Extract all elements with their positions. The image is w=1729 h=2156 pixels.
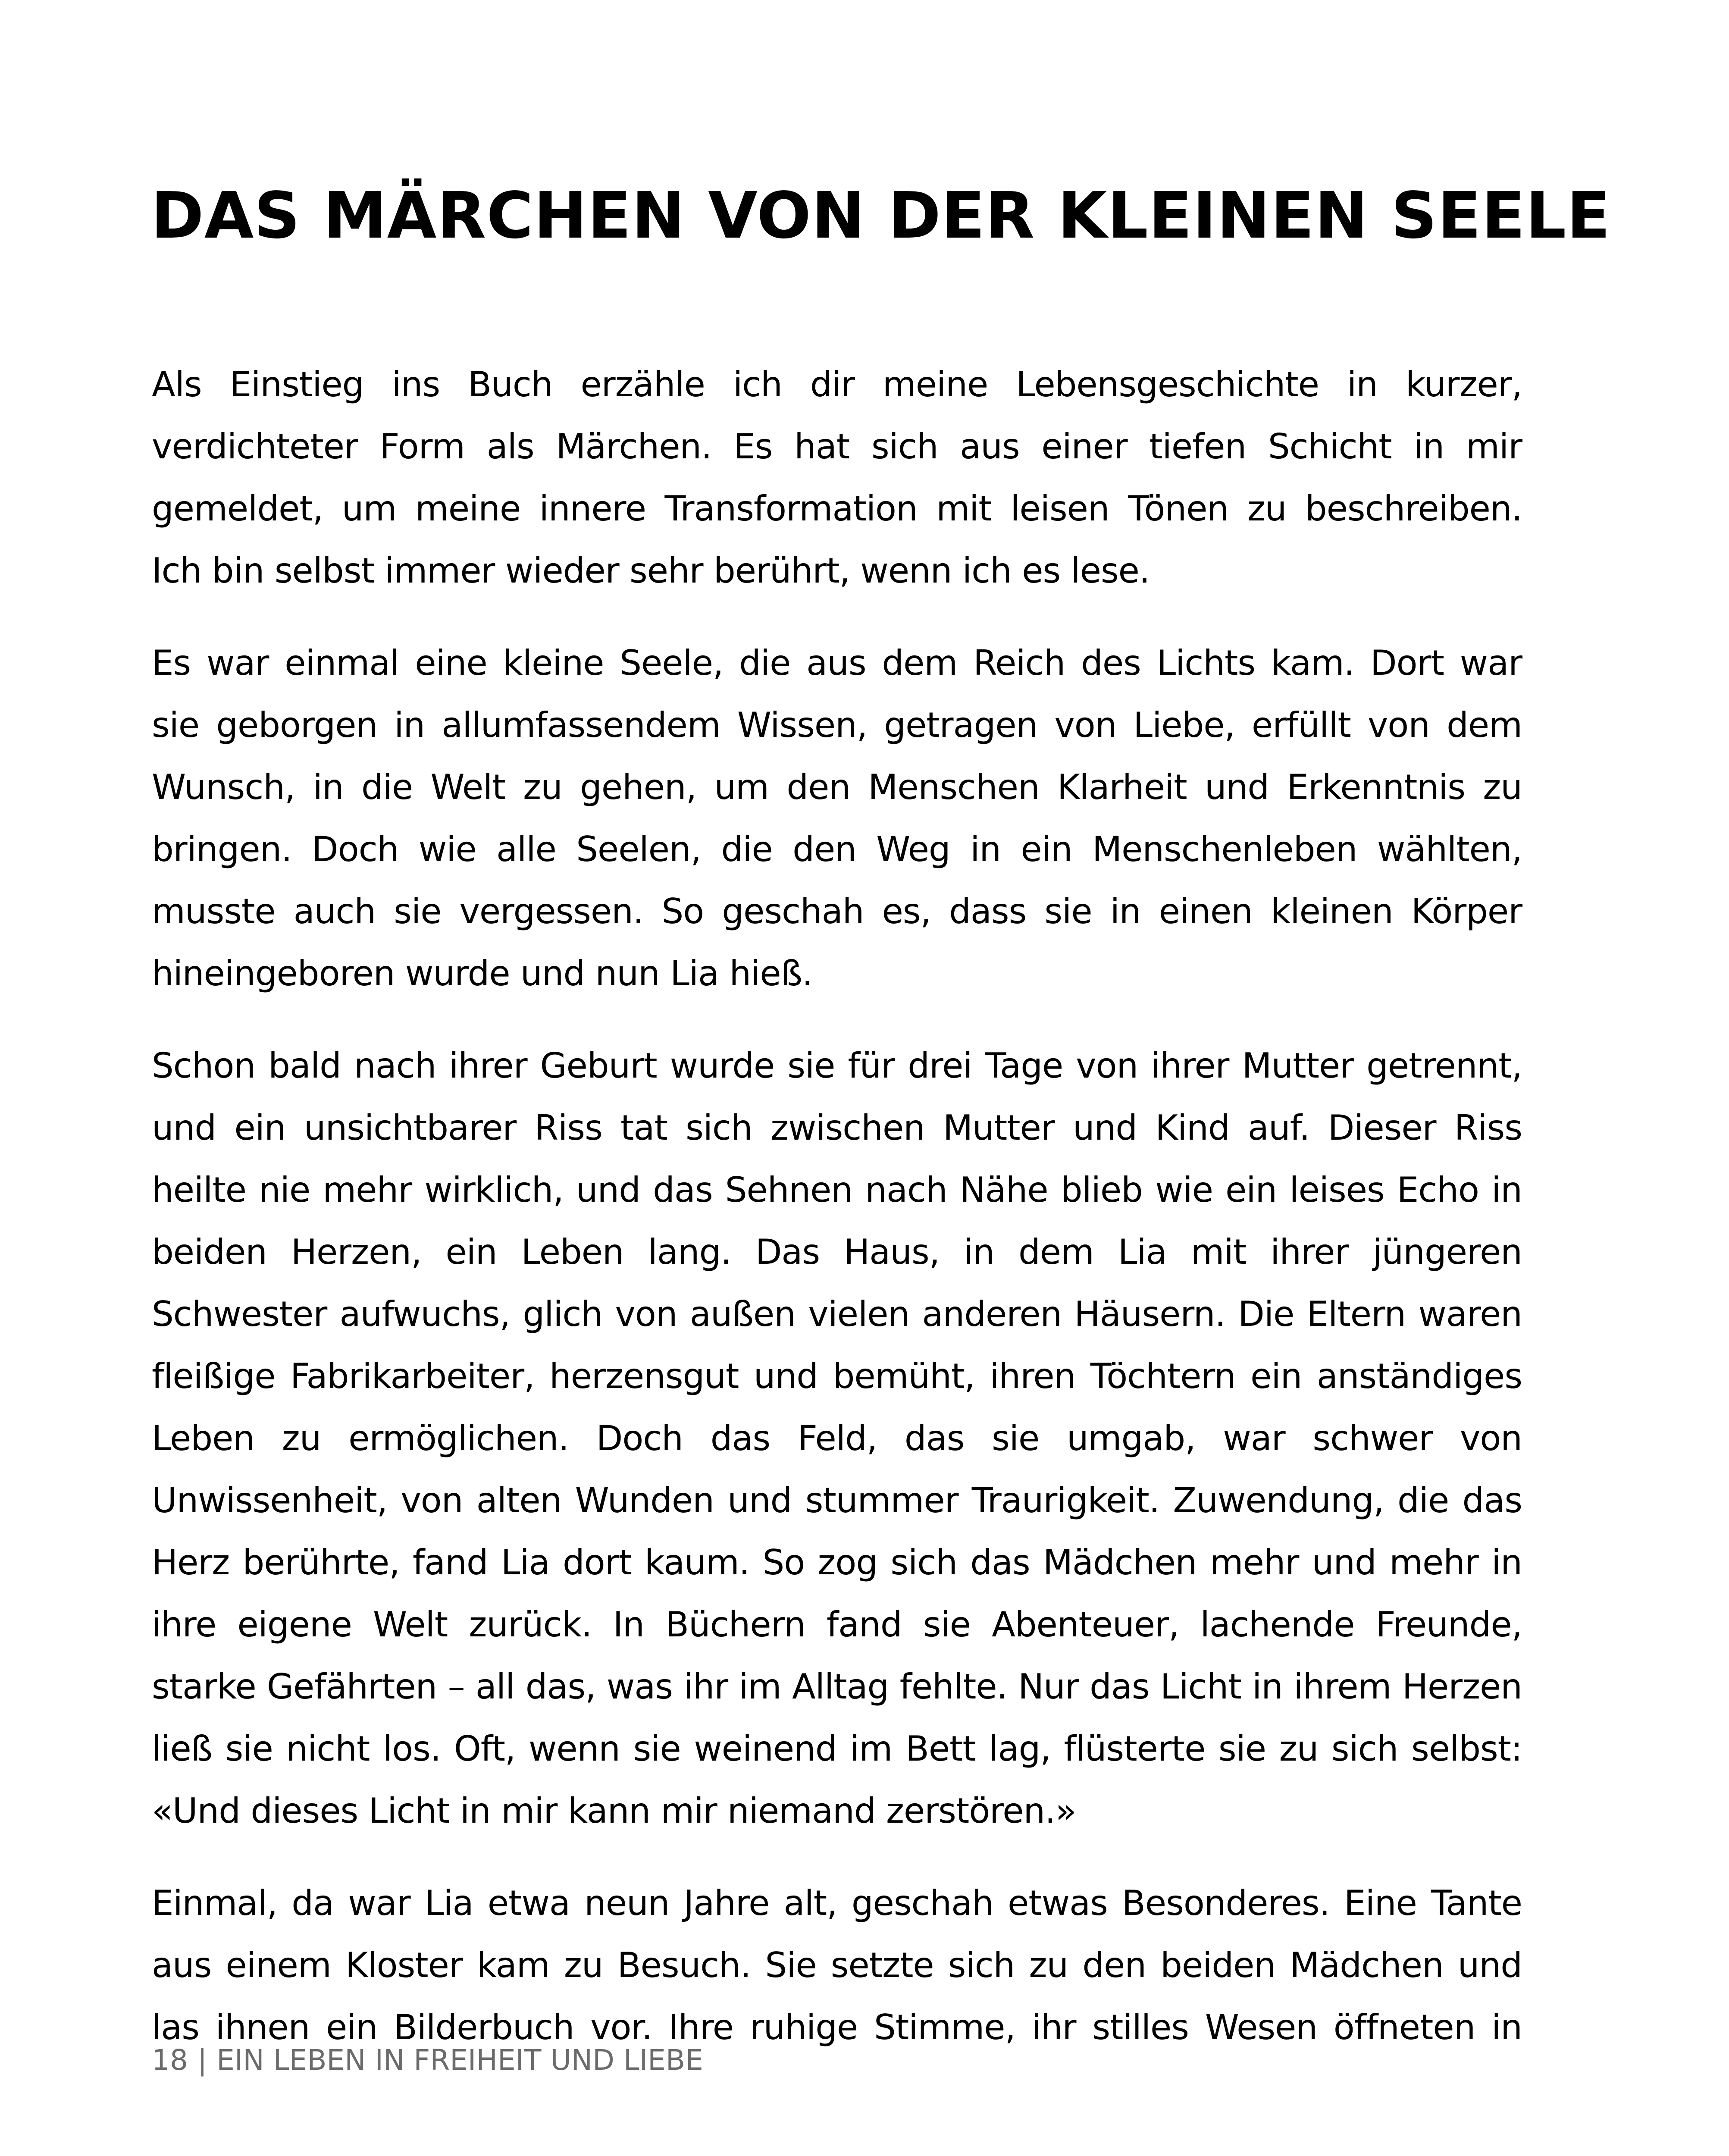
text-line: fleißige Fabrikarbeiter, herzensgut und bemüht, ihren Töchtern ein anständiges (152, 1356, 1522, 1396)
text-line: aus einem Kloster kam zu Besuch. Sie setzte sich zu den beiden Mädchen und (152, 1945, 1522, 1985)
footer-separator: | (197, 2043, 207, 2077)
paragraph-little-soul (152, 632, 1522, 1005)
text-line: hineingeboren wurde und nun Lia hieß. (152, 953, 813, 993)
text-line: beiden Herzen, ein Leben lang. Das Haus, in dem Lia mit ihrer jüngeren (152, 1232, 1522, 1272)
text-line: Es war einmal eine kleine Seele, die aus dem Reich des Lichts kam. Dort war (152, 643, 1522, 683)
chapter-title: DAS MÄRCHEN VON DER KLEINEN SEELE (151, 179, 1611, 253)
text-line: gemeldet, um meine innere Transformation mit leisen Tönen zu beschreiben. (152, 489, 1522, 529)
text-line: Als Einstieg ins Buch erzähle ich dir meine Lebensgeschichte in kurzer, (152, 364, 1522, 404)
running-title: EIN LEBEN IN FREIHEIT UND LIEBE (216, 2043, 703, 2077)
text-line: bringen. Doch wie alle Seelen, die den Weg in ein Menschenleben wählten, (152, 829, 1522, 869)
paragraph-intro (152, 354, 1522, 602)
text-line: Herz berührte, fand Lia dort kaum. So zog sich das Mädchen mehr und mehr in (152, 1542, 1522, 1583)
text-line: ihre eigene Welt zurück. In Büchern fand sie Abenteuer, lachende Freunde, (152, 1604, 1522, 1645)
text-line: Leben zu ermöglichen. Doch das Feld, das sie umgab, war schwer von (152, 1418, 1522, 1458)
text-line: Wunsch, in die Welt zu gehen, um den Menschen Klarheit und Erkenntnis zu (152, 767, 1522, 807)
text-line: ließ sie nicht los. Oft, wenn sie weinend im Bett lag, flüsterte sie zu sich selbst: (152, 1729, 1522, 1769)
text-line: musste auch sie vergessen. So geschah es, dass sie in einen kleinen Körper (152, 891, 1522, 931)
text-line: Schwester aufwuchs, glich von außen vielen anderen Häusern. Die Eltern waren (152, 1294, 1522, 1334)
text-line: Schon bald nach ihrer Geburt wurde sie für drei Tage von ihrer Mutter getrennt, (152, 1046, 1522, 1086)
text-line: starke Gefährten – all das, was ihr im Alltag fehlte. Nur das Licht in ihrem Herzen (152, 1667, 1522, 1707)
chapter-body (152, 354, 1522, 2089)
text-line: Einmal, da war Lia etwa neun Jahre alt, geschah etwas Besonderes. Eine Tante (152, 1883, 1522, 1923)
text-line: heilte nie mehr wirklich, und das Sehnen nach Nähe blieb wie ein leises Echo in (152, 1170, 1522, 1210)
text-line: verdichteter Form als Märchen. Es hat sich aus einer tiefen Schicht in mir (152, 426, 1522, 467)
text-line: Unwissenheit, von alten Wunden und stummer Traurigkeit. Zuwendung, die das (152, 1480, 1522, 1520)
text-line: «Und dieses Licht in mir kann mir niemand zerstören.» (152, 1791, 1076, 1831)
text-line: und ein unsichtbarer Riss tat sich zwischen Mutter und Kind auf. Dieser Riss (152, 1108, 1522, 1148)
text-line: las ihnen ein Bilderbuch vor. Ihre ruhige Stimme, ihr stilles Wesen öffneten in (152, 2007, 1522, 2047)
page-number: 18 (152, 2043, 188, 2077)
paragraph-aunt-visit (152, 1872, 1522, 2059)
text-line: sie geborgen in allumfassendem Wissen, getragen von Liebe, erfüllt von dem (152, 705, 1522, 745)
page-footer (152, 2039, 703, 2082)
paragraph-childhood (152, 1035, 1522, 1842)
text-line: Ich bin selbst immer wieder sehr berührt, wenn ich es lese. (152, 551, 1150, 591)
